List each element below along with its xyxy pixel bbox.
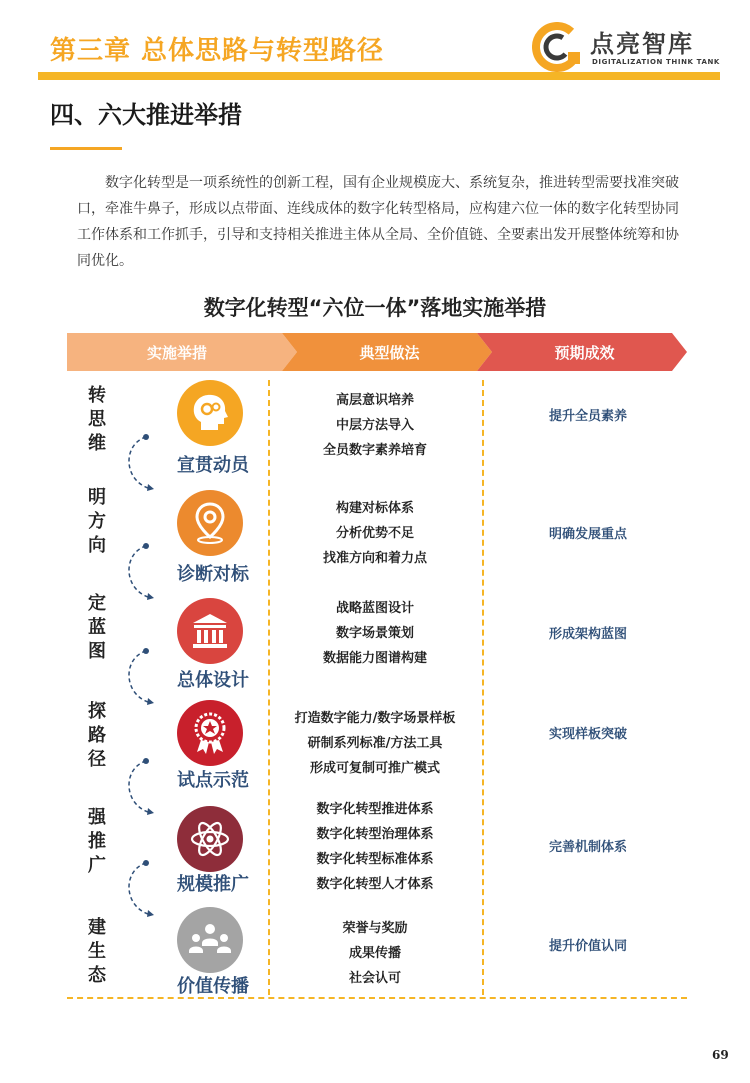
diagram-title: 数字化转型“六位一体”落地实施举措 — [203, 296, 547, 320]
people-network-icon — [177, 907, 243, 973]
section-underline — [50, 147, 122, 150]
practice-list: 战略蓝图设计 数字场景策划 数据能力图谱构建 — [322, 601, 427, 666]
stage-word: 强 推 广 — [88, 807, 106, 876]
logo-mark-icon — [532, 22, 584, 72]
outcome-text: 提升价值认同 — [548, 939, 627, 954]
logo-name: 点亮智库 — [590, 30, 694, 58]
logo — [532, 22, 722, 72]
bottom-divider — [67, 997, 687, 999]
step-name: 诊断对标 — [177, 564, 249, 585]
stage-word: 探 路 径 — [88, 701, 106, 770]
flow-curve-icon — [118, 758, 158, 816]
step-icon-circle — [177, 907, 243, 973]
practice-list: 高层意识培养 中层方法导入 全员数字素养培育 — [322, 393, 427, 458]
stage-word: 转 思 维 — [88, 385, 106, 454]
step-icon-circle — [177, 380, 243, 446]
column-divider-2 — [482, 380, 484, 995]
flow-curve-icon — [118, 860, 158, 918]
step-name: 价值传播 — [177, 976, 249, 997]
outcome-text: 提升全员素养 — [548, 409, 627, 424]
step-icon-circle — [177, 806, 243, 872]
chapter-title: 第三章 总体思路与转型路径 — [50, 36, 385, 66]
practice-list: 数字化转型推进体系 数字化转型治理体系 数字化转型标准体系 数字化转型人才体系 — [316, 802, 434, 892]
column-divider-1 — [268, 380, 270, 995]
column-header-measures: 实施举措 — [146, 344, 207, 362]
atom-icon — [177, 806, 243, 872]
intro-paragraph: 数字化转型是一项系统性的创新工程，国有企业规模庞大、系统复杂，推进转型需要找准突破口，牵准牛鼻子，形成以点带面、连线成体的数字化转型格局，应构建六位一体的数字化转型协同工作体系和工作抓手，引导和支持相关推进主体从全局、全价值链、全要素出发开展整体统筹和协同优化。 — [77, 175, 679, 269]
outcome-text: 完善机制体系 — [548, 840, 627, 855]
flow-curve-icon — [118, 543, 158, 601]
step-icon-circle — [177, 700, 243, 766]
step-name: 总体设计 — [177, 670, 249, 691]
outcome-text: 明确发展重点 — [548, 527, 627, 542]
outcome-text: 形成架构蓝图 — [548, 627, 627, 642]
step-icon-circle — [177, 598, 243, 664]
stage-word: 定 蓝 图 — [88, 593, 106, 662]
practice-list: 打造数字能力/数字场景样板 研制系列标准/方法工具 形成可复制可推广模式 — [294, 711, 456, 776]
building-columns-icon — [177, 598, 243, 664]
page-number: 69 — [712, 1048, 729, 1062]
stage-word: 明 方 向 — [88, 487, 106, 556]
head-gears-icon — [177, 380, 243, 446]
column-header-practices: 典型做法 — [359, 344, 420, 362]
outcome-text: 实现样板突破 — [548, 727, 627, 742]
step-name: 规模推广 — [177, 874, 249, 895]
step-name: 宣贯动员 — [177, 455, 249, 476]
logo-subtitle: DIGITALIZATION THINK TANK — [592, 58, 720, 66]
column-header-outcomes: 预期成效 — [554, 344, 615, 362]
location-pin-icon — [177, 490, 243, 556]
practice-list: 构建对标体系 分析优势不足 找准方向和着力点 — [322, 501, 427, 566]
header-bar — [38, 72, 720, 80]
step-name: 试点示范 — [177, 770, 249, 791]
flow-curve-icon — [118, 434, 158, 492]
flow-curve-icon — [118, 648, 158, 706]
award-badge-icon — [177, 700, 243, 766]
step-icon-circle — [177, 490, 243, 556]
column-header-row — [67, 333, 687, 371]
stage-word: 建 生 态 — [88, 917, 106, 986]
practice-list: 荣誉与奖励 成果传播 社会认可 — [342, 921, 408, 986]
section-title: 四、六大推进举措 — [50, 101, 242, 129]
